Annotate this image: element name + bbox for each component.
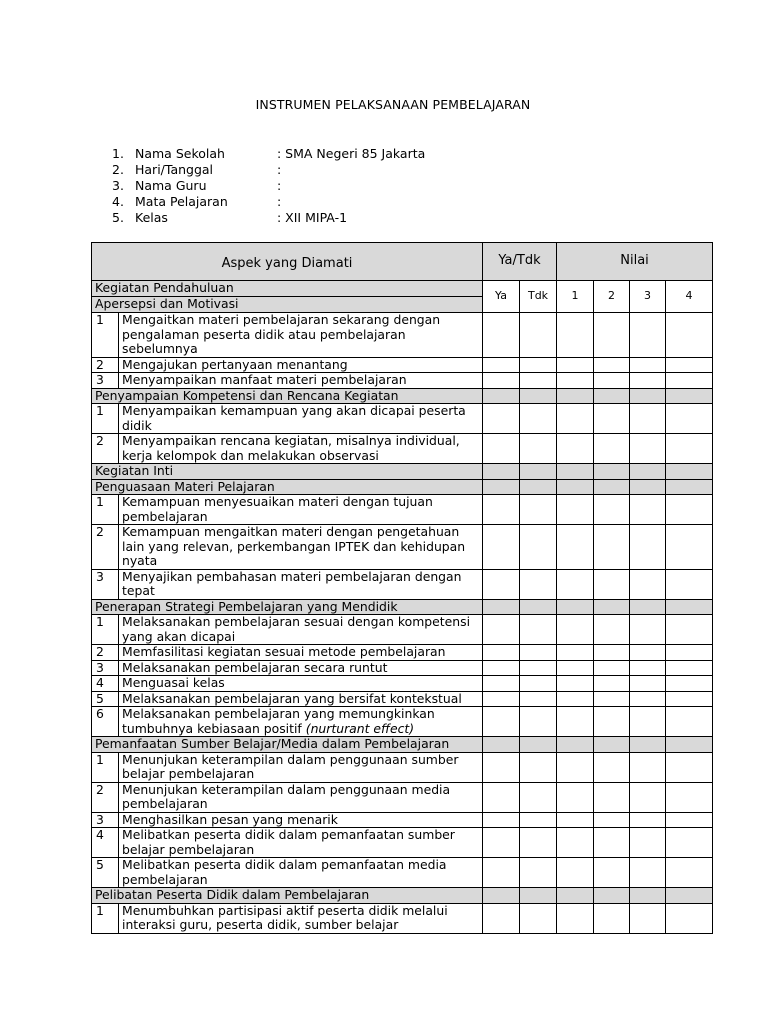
- score-cell[interactable]: [666, 903, 713, 933]
- score-cell[interactable]: [594, 373, 630, 389]
- table-row: [92, 495, 713, 525]
- item-text-content: Menumbuhkan partisipasi aktif peserta didik melalui interaksi guru, peserta didik, sumber belajar: [122, 902, 448, 932]
- score-cell[interactable]: [520, 373, 557, 389]
- score-cell[interactable]: [483, 434, 520, 464]
- item-number: 1: [92, 495, 119, 525]
- table-row: [92, 828, 713, 858]
- score-cell[interactable]: [557, 752, 594, 782]
- score-cell[interactable]: [630, 903, 666, 933]
- score-cell[interactable]: [630, 812, 666, 828]
- score-cell[interactable]: [483, 495, 520, 525]
- header-nilai-3: 3: [630, 281, 666, 313]
- score-cell[interactable]: [594, 691, 630, 707]
- header-aspek: Aspek yang Diamati: [92, 243, 483, 281]
- section-blank-cell: [520, 737, 557, 753]
- score-cell[interactable]: [483, 645, 520, 661]
- section-blank-cell: [630, 479, 666, 495]
- score-cell[interactable]: [594, 569, 630, 599]
- section-apersepsi: Apersepsi dan Motivasi: [92, 297, 483, 313]
- item-text-content: Kemampuan menyesuaikan materi dengan tujuan pembelajaran: [122, 494, 433, 524]
- table-row: [92, 812, 713, 828]
- section-row: [92, 888, 713, 904]
- header-nilai-1: 1: [557, 281, 594, 313]
- observation-table: [91, 242, 713, 934]
- score-cell[interactable]: [666, 373, 713, 389]
- info-label: Nama Sekolah: [135, 146, 225, 161]
- header-nilai: Nilai: [557, 243, 713, 281]
- score-cell[interactable]: [557, 569, 594, 599]
- info-row-teacher: [112, 178, 425, 194]
- score-cell[interactable]: [630, 313, 666, 358]
- info-label: Nama Guru: [135, 178, 207, 193]
- section-blank-cell: [630, 888, 666, 904]
- score-cell[interactable]: [630, 495, 666, 525]
- item-text-content: Mengajukan pertanyaan menantang: [122, 356, 348, 372]
- score-cell[interactable]: [483, 569, 520, 599]
- score-cell[interactable]: [630, 373, 666, 389]
- item-text: [119, 752, 483, 782]
- section-blank-cell: [666, 737, 713, 753]
- score-cell[interactable]: [630, 434, 666, 464]
- score-cell[interactable]: [594, 858, 630, 888]
- info-value: :: [277, 178, 282, 193]
- table-row: [92, 313, 713, 358]
- info-number: 1.: [112, 146, 124, 161]
- section-blank-cell: [594, 737, 630, 753]
- section-blank-cell: [520, 888, 557, 904]
- score-cell[interactable]: [666, 676, 713, 692]
- score-cell[interactable]: [557, 495, 594, 525]
- score-cell[interactable]: [557, 812, 594, 828]
- info-row-school: [112, 146, 425, 162]
- score-cell[interactable]: [594, 434, 630, 464]
- section-blank-cell: [630, 464, 666, 480]
- item-number: 5: [92, 691, 119, 707]
- section-row: [92, 388, 713, 404]
- score-cell[interactable]: [666, 812, 713, 828]
- score-cell[interactable]: [557, 676, 594, 692]
- score-cell[interactable]: [520, 434, 557, 464]
- score-cell[interactable]: [630, 645, 666, 661]
- score-cell[interactable]: [594, 357, 630, 373]
- item-number: 1: [92, 313, 119, 358]
- score-cell[interactable]: [520, 313, 557, 358]
- section-blank-cell: [630, 737, 666, 753]
- score-cell[interactable]: [557, 525, 594, 570]
- section-row: [92, 479, 713, 495]
- info-value: : XII MIPA-1: [277, 210, 348, 225]
- item-number: 1: [92, 404, 119, 434]
- table-row: [92, 645, 713, 661]
- score-cell[interactable]: [666, 615, 713, 645]
- score-cell[interactable]: [666, 691, 713, 707]
- item-text-content: Menyampaikan rencana kegiatan, misalnya individual, kerja kelompok dan melakukan observasi: [122, 433, 460, 463]
- table-row: [92, 434, 713, 464]
- table-row: [92, 373, 713, 389]
- section-heading: Penyampaian Kompetensi dan Rencana Kegiatan: [92, 388, 483, 404]
- section-blank-cell: [630, 388, 666, 404]
- item-text: [119, 373, 483, 389]
- score-cell[interactable]: [557, 858, 594, 888]
- score-cell[interactable]: [483, 812, 520, 828]
- item-number: 3: [92, 812, 119, 828]
- score-cell[interactable]: [594, 903, 630, 933]
- table-row: [92, 569, 713, 599]
- score-cell[interactable]: [520, 903, 557, 933]
- score-cell[interactable]: [483, 357, 520, 373]
- score-cell[interactable]: [630, 525, 666, 570]
- header-ya: Ya: [483, 281, 520, 313]
- score-cell[interactable]: [630, 691, 666, 707]
- score-cell[interactable]: [557, 434, 594, 464]
- table-row: [92, 752, 713, 782]
- score-cell[interactable]: [630, 569, 666, 599]
- item-number: 3: [92, 660, 119, 676]
- score-cell[interactable]: [594, 676, 630, 692]
- item-number: 2: [92, 782, 119, 812]
- section-blank-cell: [483, 888, 520, 904]
- info-row-class: [112, 210, 425, 226]
- section-blank-cell: [666, 599, 713, 615]
- score-cell[interactable]: [483, 525, 520, 570]
- info-label: Hari/Tanggal: [135, 162, 214, 177]
- item-text-content: Menunjukan keterampilan dalam penggunaan media pembelajaran: [122, 781, 451, 811]
- item-text: [119, 660, 483, 676]
- score-cell[interactable]: [594, 404, 630, 434]
- score-cell[interactable]: [483, 752, 520, 782]
- item-text: [119, 495, 483, 525]
- section-blank-cell: [557, 479, 594, 495]
- score-cell[interactable]: [520, 782, 557, 812]
- item-number: 6: [92, 707, 119, 737]
- score-cell[interactable]: [666, 313, 713, 358]
- score-cell[interactable]: [630, 752, 666, 782]
- info-label: Mata Pelajaran: [135, 194, 228, 209]
- section-blank-cell: [594, 479, 630, 495]
- document-title: INSTRUMEN PELAKSANAAN PEMBELAJARAN: [255, 97, 531, 112]
- section-heading: Kegiatan Inti: [92, 464, 483, 480]
- score-cell[interactable]: [520, 525, 557, 570]
- score-cell[interactable]: [520, 691, 557, 707]
- item-text: [119, 434, 483, 464]
- header-nilai-4: 4: [666, 281, 713, 313]
- item-text-content: Melaksanakan pembelajaran yang bersifat kontekstual: [122, 690, 462, 706]
- score-cell[interactable]: [594, 615, 630, 645]
- score-cell[interactable]: [483, 615, 520, 645]
- item-text: [119, 313, 483, 358]
- section-blank-cell: [666, 888, 713, 904]
- score-cell[interactable]: [630, 676, 666, 692]
- item-number: 5: [92, 858, 119, 888]
- section-heading: Penguasaan Materi Pelajaran: [92, 479, 483, 495]
- item-text-content: Memfasilitasi kegiatan sesuai metode pembelajaran: [122, 644, 446, 659]
- item-number: 2: [92, 357, 119, 373]
- score-cell[interactable]: [483, 676, 520, 692]
- score-cell[interactable]: [520, 495, 557, 525]
- item-text: [119, 615, 483, 645]
- table-row: [92, 525, 713, 570]
- section-blank-cell: [666, 479, 713, 495]
- info-value: :: [277, 194, 282, 209]
- item-number: 3: [92, 569, 119, 599]
- item-text-content: Melaksanakan pembelajaran sesuai dengan kompetensi yang akan dicapai: [122, 614, 471, 644]
- section-blank-cell: [483, 464, 520, 480]
- score-cell[interactable]: [520, 676, 557, 692]
- score-cell[interactable]: [483, 858, 520, 888]
- section-heading: Pemanfaatan Sumber Belajar/Media dalam Pembelajaran: [92, 737, 483, 753]
- item-text-content: Menghasilkan pesan yang menarik: [122, 811, 338, 827]
- info-value: : SMA Negeri 85 Jakarta: [277, 146, 426, 161]
- item-text: [119, 404, 483, 434]
- score-cell[interactable]: [630, 660, 666, 676]
- section-blank-cell: [594, 599, 630, 615]
- info-label: Kelas: [135, 210, 168, 225]
- score-cell[interactable]: [630, 707, 666, 737]
- section-blank-cell: [594, 388, 630, 404]
- section-blank-cell: [557, 888, 594, 904]
- item-text-content: Menyampaikan kemampuan yang akan dicapai peserta didik: [122, 403, 466, 433]
- score-cell[interactable]: [594, 313, 630, 358]
- score-cell[interactable]: [630, 858, 666, 888]
- score-cell[interactable]: [594, 812, 630, 828]
- score-cell[interactable]: [666, 707, 713, 737]
- score-cell[interactable]: [483, 660, 520, 676]
- score-cell[interactable]: [483, 828, 520, 858]
- score-cell[interactable]: [666, 357, 713, 373]
- section-heading: Penerapan Strategi Pembelajaran yang Mendidik: [92, 599, 483, 615]
- score-cell[interactable]: [630, 357, 666, 373]
- section-blank-cell: [520, 464, 557, 480]
- section-row: [92, 737, 713, 753]
- item-text-content: Menguasai kelas: [122, 675, 225, 690]
- table-row: [92, 404, 713, 434]
- score-cell[interactable]: [483, 373, 520, 389]
- info-row-subject: [112, 194, 425, 210]
- item-text: [119, 691, 483, 707]
- score-cell[interactable]: [520, 404, 557, 434]
- section-heading: Pelibatan Peserta Didik dalam Pembelajaran: [92, 888, 483, 904]
- section-blank-cell: [594, 888, 630, 904]
- section-blank-cell: [666, 464, 713, 480]
- item-italic-note: (nurturant effect): [305, 720, 415, 736]
- section-blank-cell: [557, 464, 594, 480]
- section-blank-cell: [483, 479, 520, 495]
- score-cell[interactable]: [557, 903, 594, 933]
- score-cell[interactable]: [557, 645, 594, 661]
- section-blank-cell: [630, 599, 666, 615]
- section-blank-cell: [557, 599, 594, 615]
- section-row: [92, 599, 713, 615]
- score-cell[interactable]: [594, 495, 630, 525]
- score-cell[interactable]: [483, 691, 520, 707]
- section-blank-cell: [666, 388, 713, 404]
- item-number: 1: [92, 615, 119, 645]
- info-number: 5.: [112, 210, 124, 225]
- score-cell[interactable]: [666, 782, 713, 812]
- score-cell[interactable]: [520, 812, 557, 828]
- score-cell[interactable]: [630, 828, 666, 858]
- section-blank-cell: [483, 599, 520, 615]
- item-number: 1: [92, 903, 119, 933]
- item-text-content: Mengaitkan materi pembelajaran sekarang dengan pengalaman peserta didik atau pembelajaran sebelumnya: [122, 312, 441, 356]
- item-text: [119, 645, 483, 661]
- table-row: [92, 707, 713, 737]
- score-cell[interactable]: [557, 404, 594, 434]
- table-row: [92, 691, 713, 707]
- item-text-content: Melaksanakan pembelajaran secara runtut: [122, 659, 388, 675]
- item-number: 2: [92, 434, 119, 464]
- score-cell[interactable]: [594, 782, 630, 812]
- score-cell[interactable]: [594, 660, 630, 676]
- section-blank-cell: [520, 388, 557, 404]
- section-blank-cell: [594, 464, 630, 480]
- score-cell[interactable]: [557, 615, 594, 645]
- score-cell[interactable]: [557, 782, 594, 812]
- section-kegiatan-pendahuluan: Kegiatan Pendahuluan: [92, 281, 483, 297]
- score-cell[interactable]: [520, 615, 557, 645]
- score-cell[interactable]: [483, 782, 520, 812]
- score-cell[interactable]: [594, 645, 630, 661]
- score-cell[interactable]: [666, 645, 713, 661]
- item-text-content: Menyajikan pembahasan materi pembelajaran dengan tepat: [122, 568, 462, 598]
- item-text: [119, 828, 483, 858]
- table-row: [92, 903, 713, 933]
- section-blank-cell: [483, 737, 520, 753]
- item-number: 2: [92, 525, 119, 570]
- score-cell[interactable]: [557, 660, 594, 676]
- header-tdk: Tdk: [520, 281, 557, 313]
- score-cell[interactable]: [666, 660, 713, 676]
- section-blank-cell: [557, 388, 594, 404]
- section-row: [92, 464, 713, 480]
- table-row: [92, 660, 713, 676]
- score-cell[interactable]: [594, 752, 630, 782]
- score-cell[interactable]: [483, 313, 520, 358]
- item-text: [119, 357, 483, 373]
- header-nilai-2: 2: [594, 281, 630, 313]
- item-text-content: Melibatkan peserta didik dalam pemanfaatan media pembelajaran: [122, 857, 447, 887]
- item-text: [119, 782, 483, 812]
- identity-list: [112, 146, 425, 226]
- score-cell[interactable]: [557, 373, 594, 389]
- score-cell[interactable]: [483, 404, 520, 434]
- info-row-date: [112, 162, 425, 178]
- score-cell[interactable]: [483, 903, 520, 933]
- score-cell[interactable]: [557, 313, 594, 358]
- item-text: [119, 812, 483, 828]
- score-cell[interactable]: [594, 707, 630, 737]
- table-row: [92, 357, 713, 373]
- section-blank-cell: [557, 737, 594, 753]
- score-cell[interactable]: [557, 357, 594, 373]
- score-cell[interactable]: [520, 357, 557, 373]
- score-cell[interactable]: [666, 404, 713, 434]
- score-cell[interactable]: [557, 828, 594, 858]
- info-value: :: [277, 162, 282, 177]
- item-number: 1: [92, 752, 119, 782]
- score-cell[interactable]: [520, 858, 557, 888]
- score-cell[interactable]: [630, 782, 666, 812]
- item-text: [119, 858, 483, 888]
- score-cell[interactable]: [520, 752, 557, 782]
- table-row: [92, 676, 713, 692]
- score-cell[interactable]: [630, 615, 666, 645]
- item-text: [119, 525, 483, 570]
- table-row: [92, 782, 713, 812]
- item-number: 4: [92, 676, 119, 692]
- score-cell[interactable]: [520, 828, 557, 858]
- score-cell[interactable]: [666, 525, 713, 570]
- score-cell[interactable]: [666, 752, 713, 782]
- score-cell[interactable]: [666, 434, 713, 464]
- score-cell[interactable]: [666, 858, 713, 888]
- score-cell[interactable]: [557, 707, 594, 737]
- score-cell[interactable]: [520, 569, 557, 599]
- score-cell[interactable]: [520, 707, 557, 737]
- item-number: 3: [92, 373, 119, 389]
- info-number: 3.: [112, 178, 124, 193]
- item-text-content: Kemampuan mengaitkan materi dengan pengetahuan lain yang relevan, perkembangan IPTEK dan kehidupan nyata: [122, 524, 466, 568]
- item-text: [119, 903, 483, 933]
- item-text-content: Menunjukan keterampilan dalam penggunaan sumber belajar pembelajaran: [122, 751, 459, 781]
- section-blank-cell: [483, 388, 520, 404]
- score-cell[interactable]: [594, 525, 630, 570]
- score-cell[interactable]: [520, 645, 557, 661]
- info-number: 2.: [112, 162, 124, 177]
- header-yatdk: Ya/Tdk: [483, 243, 557, 281]
- score-cell[interactable]: [666, 828, 713, 858]
- item-text: [119, 707, 483, 737]
- item-text: [119, 569, 483, 599]
- info-number: 4.: [112, 194, 124, 209]
- item-text-content: Melaksanakan pembelajaran yang memungkinkan tumbuhnya kebiasaan positif: [122, 706, 435, 736]
- section-blank-cell: [520, 599, 557, 615]
- score-cell[interactable]: [666, 495, 713, 525]
- item-number: 4: [92, 828, 119, 858]
- section-blank-cell: [520, 479, 557, 495]
- item-text-content: Menyampaikan manfaat materi pembelajaran: [122, 372, 407, 387]
- score-cell[interactable]: [666, 569, 713, 599]
- score-cell[interactable]: [630, 404, 666, 434]
- table-row: [92, 615, 713, 645]
- item-text-content: Melibatkan peserta didik dalam pemanfaatan sumber belajar pembelajaran: [122, 827, 455, 857]
- score-cell[interactable]: [557, 691, 594, 707]
- item-text: [119, 676, 483, 692]
- item-number: 2: [92, 645, 119, 661]
- score-cell[interactable]: [594, 828, 630, 858]
- score-cell[interactable]: [483, 707, 520, 737]
- table-row: [92, 858, 713, 888]
- score-cell[interactable]: [520, 660, 557, 676]
